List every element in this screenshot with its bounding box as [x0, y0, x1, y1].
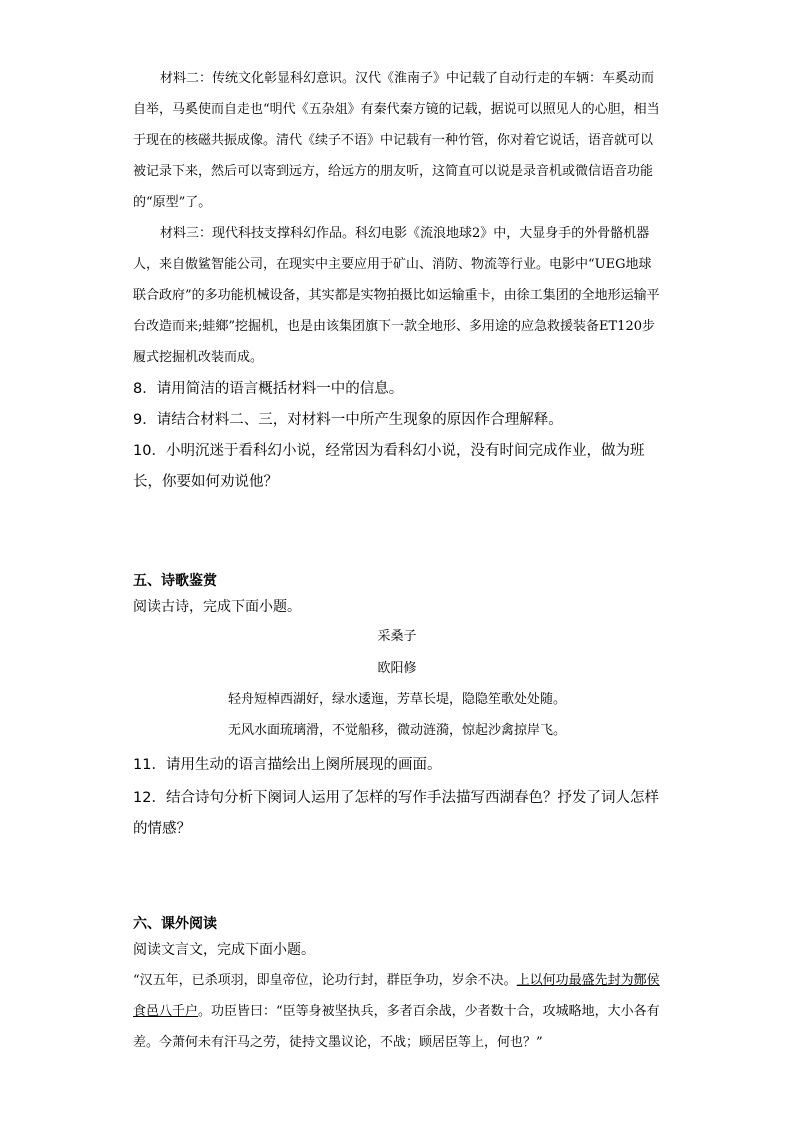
poem-author: 欧阳修	[377, 661, 417, 676]
question-8: 8．请用简洁的语言概括材料一中的信息。	[133, 381, 404, 397]
poem-title: 采桑子	[377, 629, 417, 644]
section-six-heading: 六、课外阅读	[133, 916, 217, 932]
material-three-paragraph	[133, 218, 661, 373]
question-12: 12．结合诗句分析下阕词人运用了怎样的写作手法描写西湖春色？抒发了词人怎样的情感？	[133, 790, 659, 837]
classical-passage	[133, 965, 661, 1058]
material-three-text: 材料三：现代科技支撑科幻作品。科幻电影《流浪地球2》中，大显身手的外骨骼机器人，来自傲鲨智能公司，在现实中主要应用于矿山、消防、物流等行业。电影中“UEG地球联合政府”的多功能机械设备，其实都是实物拍摄比如运输重卡，由徐工集团的全地形运输平台改造而来;蛙鄉”挖掘机，也是由该集团旗下一款全地形、多用途的应急救援装备ET120步履式挖掘机改装而成。	[133, 226, 660, 365]
material-two-text: 材料二：传统文化彰显科幻意识。汉代《淮南子》中记载了自动行走的车辆：车奚动而自举，马奚使而自走也“明代《五杂俎》有秦代秦方镜的记载，据说可以照见人的心胆，相当于现在的核磁共振成像。清代《续子不语》中记载有一种竹管，你对着它说话，语音就可以被记录下来，然后可以寄到远方，给远方的朋友听，这简直可以说是录音机或微信语音功能的“原型”了。	[133, 71, 660, 210]
section-five-heading: 五、诗歌鉴赏	[133, 573, 217, 589]
question-9: 9．请结合材料二、三，对材料一中所产生现象的原因作合理解释。	[133, 412, 563, 428]
passage-end: 。功臣皆曰：“臣等身被坚执兵，多者百余战，少者数十合，攻城略地，大小各有差。今萧何未有汗马之劳，徒持文墨议论，不战；顾居臣等上，何也？”	[133, 1004, 660, 1050]
question-10: 10．小明沉迷于看科幻小说，经常因为看科幻小说，没有时间完成作业，做为班长，你要如何劝说他？	[133, 443, 645, 490]
poem-line-1: 轻舟短棹西湖好，绿水逶迤，芳草长堤，隐隐笙歌处处随。	[227, 692, 566, 707]
passage-underlined: 上以何功最盛先封为酂侯食邑八千户	[133, 973, 660, 1019]
poem-line-2: 无风水面琉璃滑，不觉船移，微动涟漪，惊起沙禽掠岸飞。	[227, 723, 566, 738]
passage-start: “汉五年，已杀项羽，即皇帝位，论功行封，群臣争功，岁余不决。	[133, 973, 517, 988]
question-11: 11．请用生动的语言描绘出上阕所展现的画面。	[133, 757, 442, 773]
section-six-intro: 阅读文言文，完成下面小题。	[133, 942, 315, 958]
section-five-intro: 阅读古诗，完成下面小题。	[133, 599, 301, 615]
material-two-paragraph	[133, 63, 661, 218]
